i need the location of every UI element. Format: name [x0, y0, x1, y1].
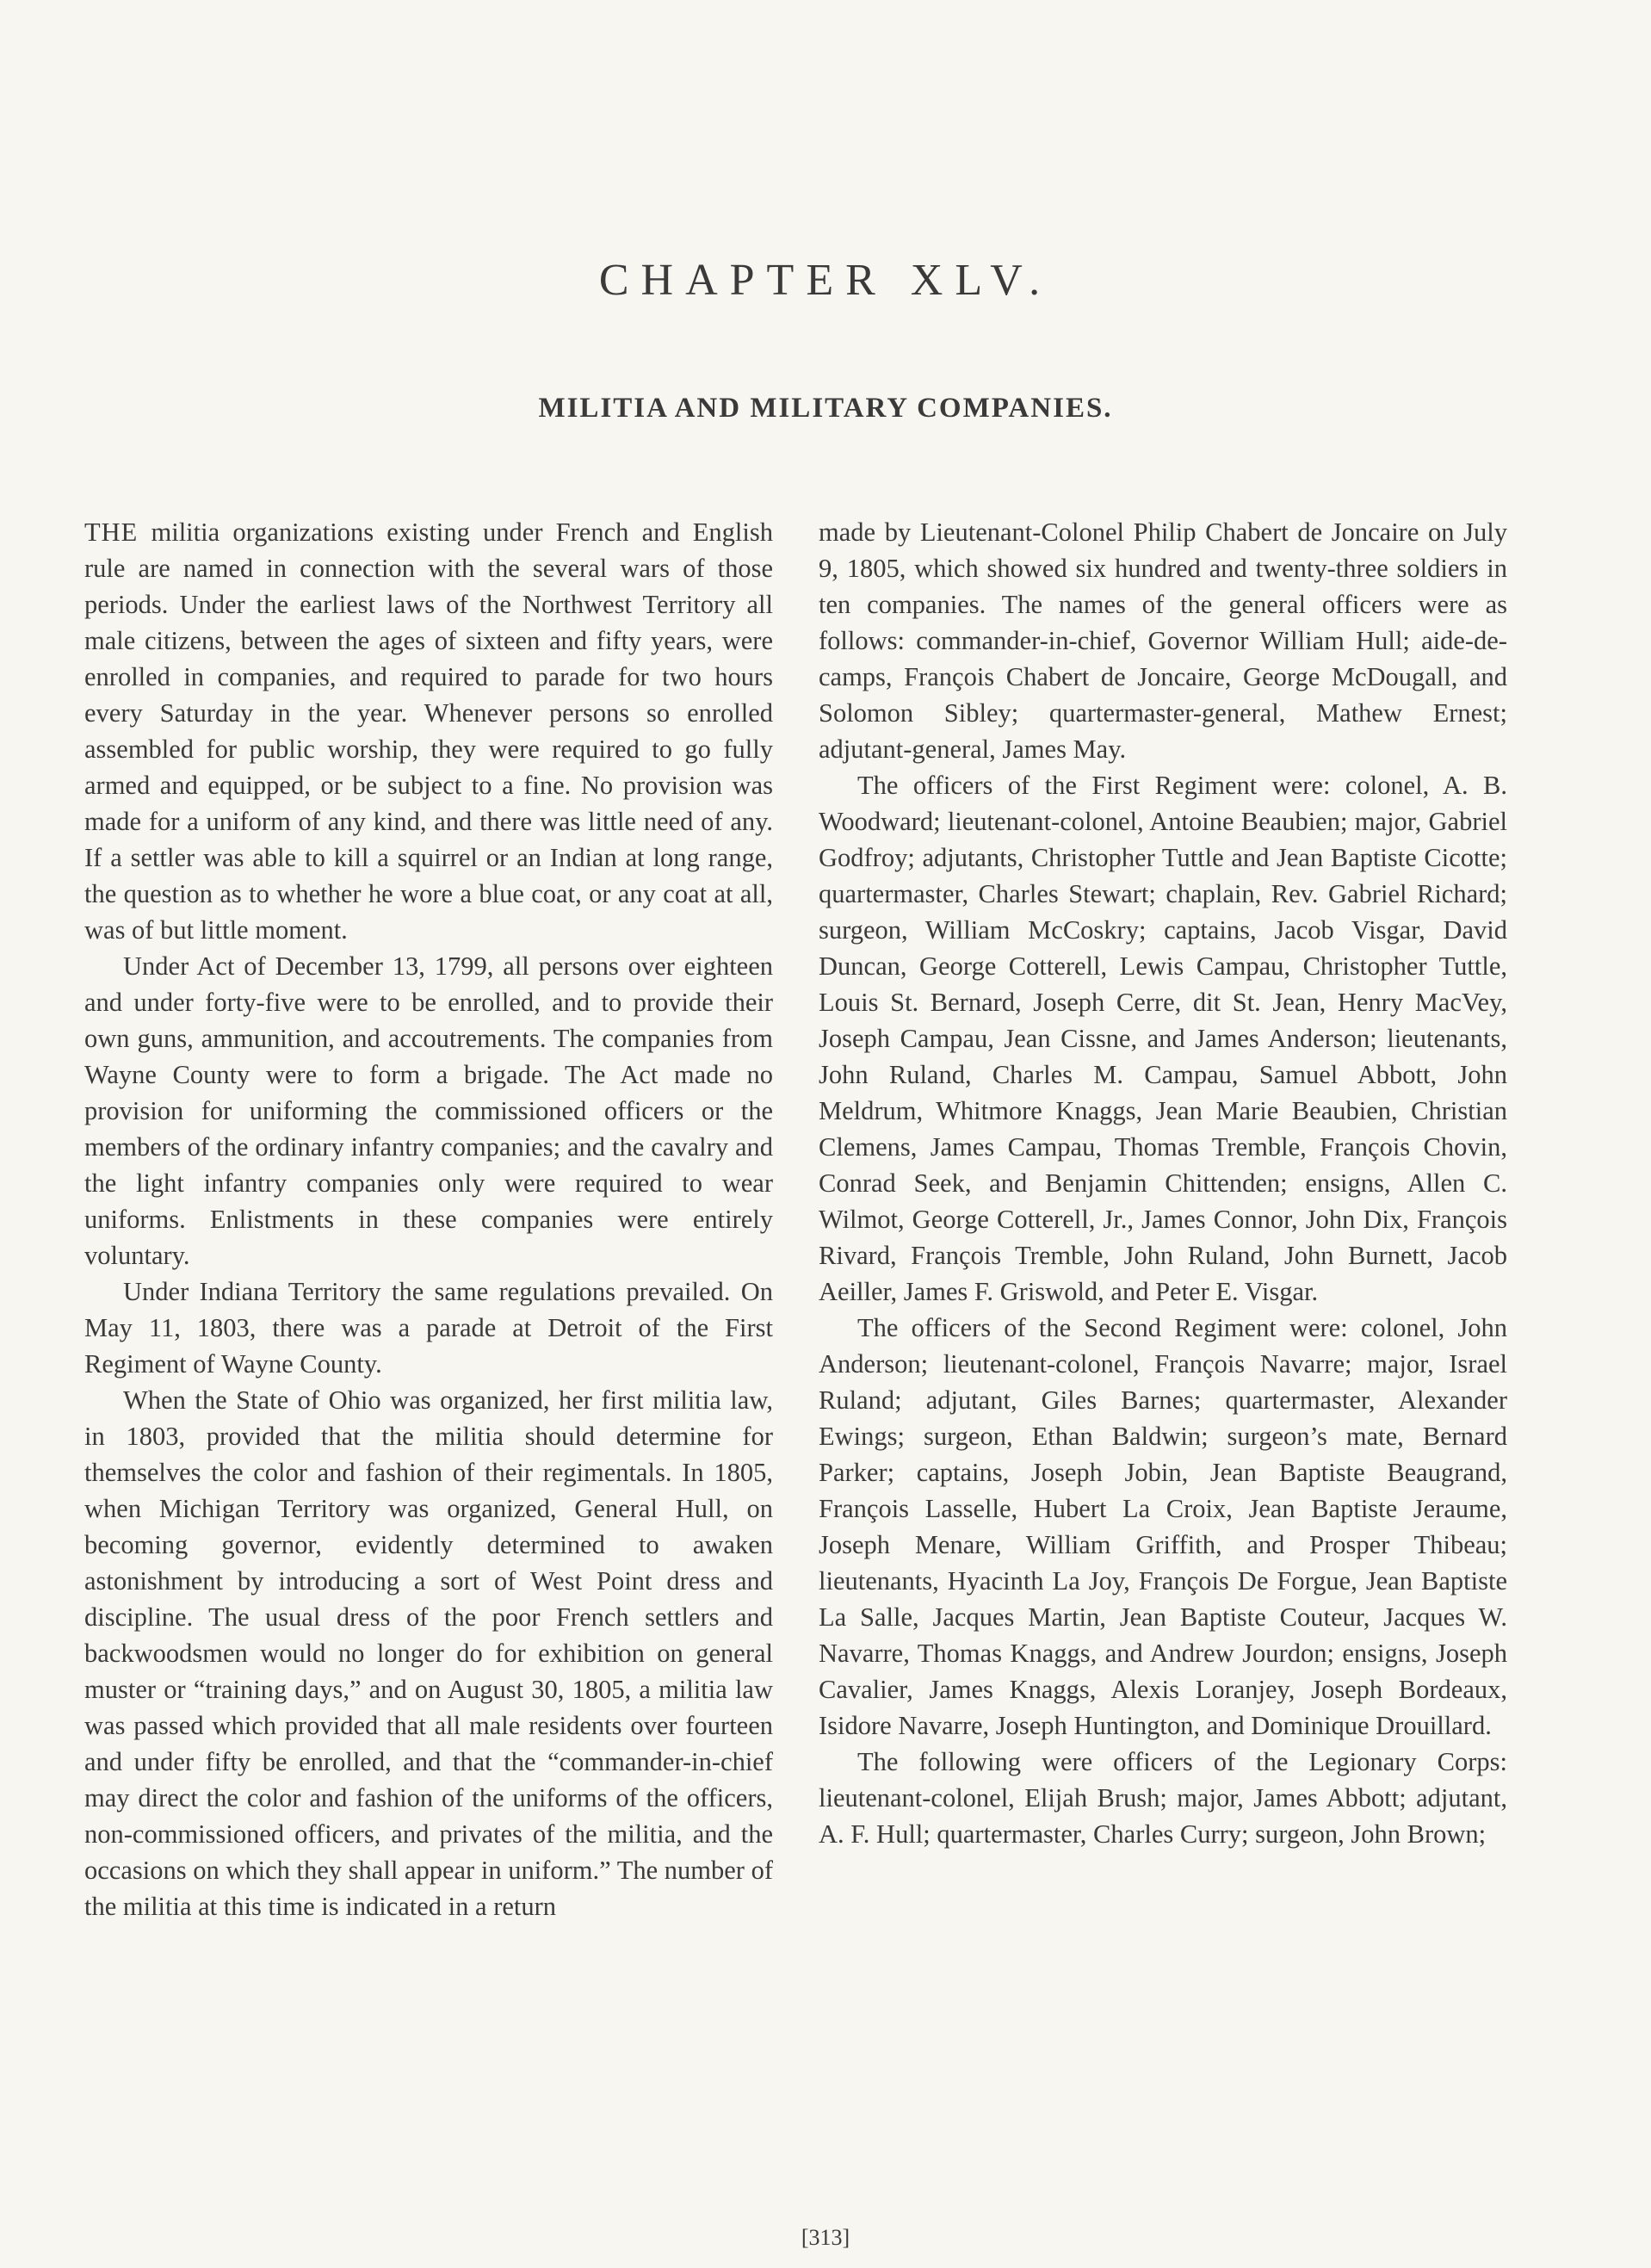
paragraph-continued: made by Lieutenant-Colonel Philip Chabert de Joncaire on July 9, 1805, which showed six hundred and twenty-three soldiers in ten companies. The names of the general officers were as follows: commander-in-chief, Governor William Hull; aide-de-camps, François Chabert de Joncaire, George McDougall, and Solomon Sibley; quartermaster-general, Mathew Ernest; adjutant-general, James May.: [819, 517, 1507, 764]
page-number: [313]: [801, 2225, 850, 2250]
paragraph: The officers of the First Regiment were: colonel, A. B. Woodward; lieutenant-colonel, Antoine Beaubien; major, Gabriel Godfroy; adjutants, Christopher Tuttle and Jean Baptiste Cicotte; quartermaster, Charles Stewart; chaplain, Rev. Gabriel Richard; surgeon, William McCoskry; captains, Jacob Visgar, David Duncan, George Cotterell, Lewis Campau, Christopher Tuttle, Louis St. Bernard, Joseph Cerre, dit St. Jean, Henry MacVey, Joseph Campau, Jean Cissne, and James Anderson; lieutenants, John Ruland, Charles M. Campau, Samuel Abbott, John Meldrum, Whitmore Knaggs, Jean Marie Beaubien, Christian Clemens, James Campau, Thomas Tremble, François Chovin, Conrad Seek, and Benjamin Chittenden; ensigns, Allen C. Wilmot, George Cotterell, Jr., James Connor, John Dix, François Rivard, François Tremble, John Ruland, John Burnett, Jacob Aeiller, James F. Griswold, and Peter E. Visgar.: [819, 771, 1507, 1306]
paragraph: When the State of Ohio was organized, her first militia law, in 1803, provided that the militia should determine for themselves the color and fashion of their regimentals. In 1805, when Michigan Territory was organized, General Hull, on becoming governor, evidently determined to awaken astonishment by introducing a sort of West Point dress and discipline. The usual dress of the poor French settlers and backwoodsmen would no longer do for exhibition on general muster or “training days,” and on August 30, 1805, a militia law was passed which provided that all male residents over fourteen and under fifty be enrolled, and that the “commander-in-chief may direct the color and fashion of the uniforms of the officers, non-commissioned officers, and privates of the militia, and the occasions on which they shall appear in uniform.” The number of the militia at this time is indicated in a return: [84, 1385, 773, 1921]
paragraph: Under Act of December 13, 1799, all persons over eighteen and under forty-five were to be enrolled, and to provide their own guns, ammunition, and accoutrements. The companies from Wayne County were to form a brigade. The Act made no provision for uniforming the commissioned officers or the members of the ordinary infantry companies; and the cavalry and the light infantry companies only were required to wear uniforms. Enlistments in these companies were entirely voluntary.: [84, 951, 773, 1270]
paragraph: Under Indiana Territory the same regulations prevailed. On May 11, 1803, there was a parade at Detroit of the First Regiment of Wayne County.: [84, 1277, 773, 1379]
right-text-column: [819, 514, 1507, 1852]
paragraph-lead-word: THE: [84, 517, 139, 547]
chapter-subtitle: MILITIA AND MILITARY COMPANIES.: [538, 393, 1113, 424]
paragraph: [84, 514, 773, 948]
chapter-title: CHAPTER XLV.: [598, 256, 1053, 305]
paragraph-text: militia organizations existing under French and English rule are named in connection with the several wars of those periods. Under the earliest laws of the Northwest Territory all male citizens, between the ages of sixteen and fifty years, were enrolled in companies, and required to parade for two hours every Saturday in the year. Whenever persons so enrolled assembled for public worship, they were required to go fully armed and equipped, or be subject to a fine. No provision was made for a uniform of any kind, and there was little need of any. If a settler was able to kill a squirrel or an Indian at long range, the question as to whether he wore a blue coat, or any coat at all, was of but little moment.: [84, 517, 773, 945]
paragraph: The officers of the Second Regiment were: colonel, John Anderson; lieutenant-colonel, François Navarre; major, Israel Ruland; adjutant, Giles Barnes; quartermaster, Alexander Ewings; surgeon, Ethan Baldwin; surgeon’s mate, Bernard Parker; captains, Joseph Jobin, Jean Baptiste Beaugrand, François Lasselle, Hubert La Croix, Jean Baptiste Jeraume, Joseph Menare, William Griffith, and Prosper Thibeau; lieutenants, Hyacinth La Joy, François De Forgue, Jean Baptiste La Salle, Jacques Martin, Jean Baptiste Couteur, Jacques W. Navarre, Thomas Knaggs, and Andrew Jourdon; ensigns, Joseph Cavalier, James Knaggs, Alexis Loranjey, Joseph Bordeaux, Isidore Navarre, Joseph Huntington, and Dominique Drouillard.: [819, 1313, 1507, 1740]
left-text-column: [84, 514, 773, 1924]
paragraph: The following were officers of the Legionary Corps: lieutenant-colonel, Elijah Brush; major, James Abbott; adjutant, A. F. Hull; quartermaster, Charles Curry; surgeon, John Brown;: [819, 1747, 1507, 1849]
